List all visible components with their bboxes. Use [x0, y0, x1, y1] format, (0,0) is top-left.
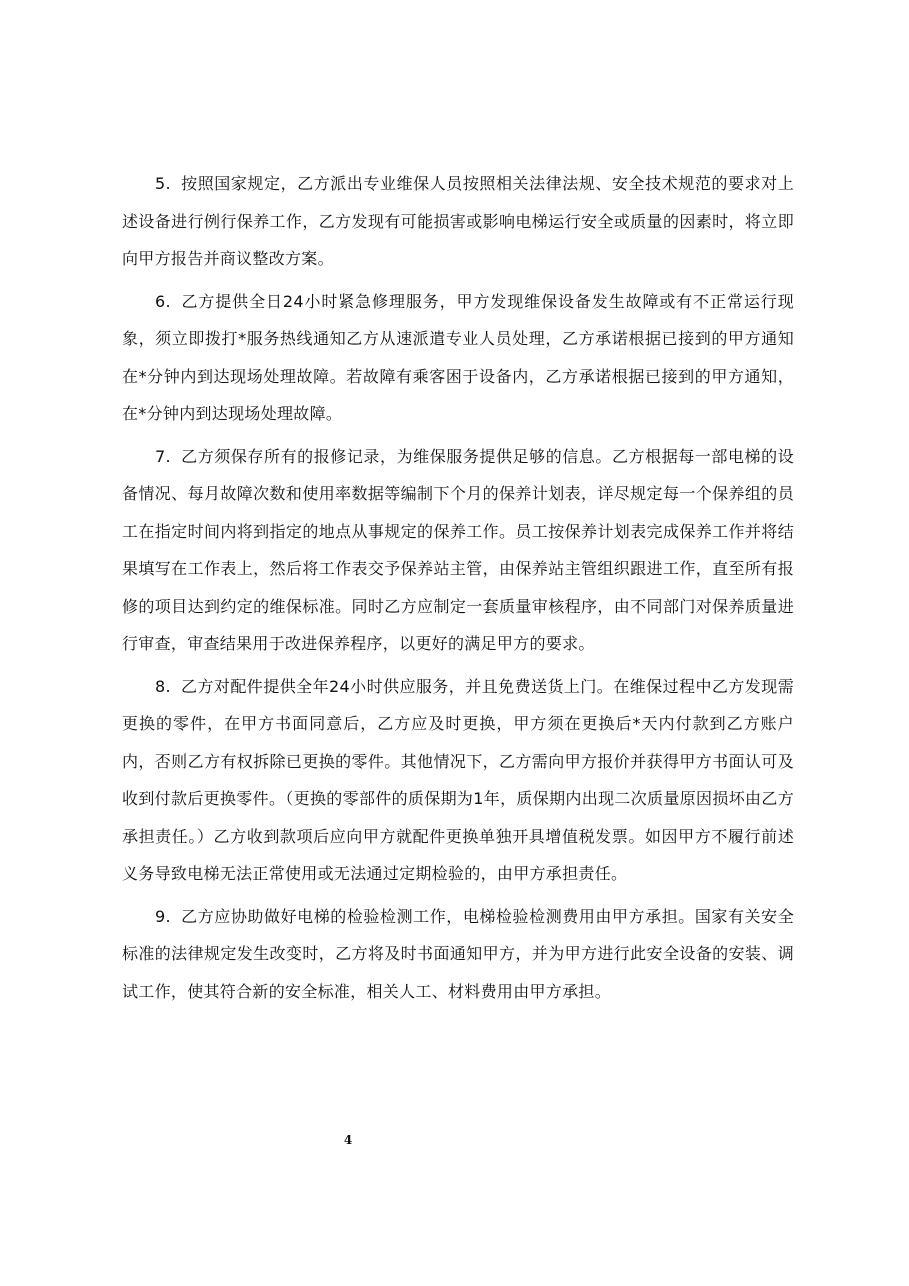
clause-text: 乙方须保存所有的报修记录，为维保服务提供足够的信息。乙方根据每一部电梯的设备情况、每月故障次数和使用率数据等编制下个月的保养计划表，详尽规定每一个保养组的员工在指定时间内将到指定的地点从事规定的保养工作。员工按保养计划表完成保养工作并将结果填写在工作表上，然后将工作表交予保养站主管，由保养站主管组织跟进工作，直至所有报修的项目达到约定的维保标准。同时乙方应制定一套质量审核程序，由不同部门对保养质量进行审查，审查结果用于改进保养程序，以更好的满足甲方的要求。	[122, 446, 794, 653]
clause-number: 5.	[155, 174, 171, 193]
clause-text: 按照国家规定，乙方派出专业维保人员按照相关法律法规、安全技术规范的要求对上述设备进行例行保养工作，乙方发现有可能损害或影响电梯运行安全或质量的因素时，将立即向甲方报告并商议整改方案。	[122, 174, 794, 268]
clause-number: 7.	[155, 446, 171, 466]
clause-paragraph-6	[122, 283, 794, 433]
clause-text: 乙方对配件提供全年24小时供应服务，并且免费送货上门。在维保过程中乙方发现需更换的零件，在甲方书面同意后，乙方应及时更换，甲方须在更换后*天内付款到乙方账户内，否则乙方有权拆除已更换的零件。其他情况下，乙方需向甲方报价并获得甲方书面认可及收到付款后更换零件。（更换的零部件的质保期为1年，质保期内出现二次质量原因损坏由乙方承担责任。）乙方收到款项后应向甲方就配件更换单独开具增值税发票。如因甲方不履行前述义务导致电梯无法正常使用或无法通过定期检验的，由甲方承担责任。	[122, 676, 794, 883]
clause-paragraph-5	[122, 165, 794, 278]
clause-paragraph-8	[122, 668, 794, 893]
document-body	[122, 165, 794, 1015]
clause-paragraph-7	[122, 438, 794, 663]
page-number: 4	[343, 1133, 353, 1147]
clause-number: 8.	[155, 676, 171, 696]
clause-number: 9.	[155, 906, 171, 926]
clause-text: 乙方应协助做好电梯的检验检测工作，电梯检验检测费用由甲方承担。国家有关安全标准的法律规定发生改变时，乙方将及时书面通知甲方，并为甲方进行此安全设备的安装、调试工作，使其符合新的安全标准，相关人工、材料费用由甲方承担。	[122, 906, 794, 1001]
clause-text: 乙方提供全日24小时紧急修理服务，甲方发现维保设备发生故障或有不正常运行现象，须立即拨打*服务热线通知乙方从速派遣专业人员处理，乙方承诺根据已接到的甲方通知在*分钟内到达现场处理故障。若故障有乘客困于设备内，乙方承诺根据已接到的甲方通知，在*分钟内到达现场处理故障。	[122, 291, 794, 423]
clause-paragraph-9	[122, 898, 794, 1011]
clause-number: 6.	[155, 291, 171, 311]
